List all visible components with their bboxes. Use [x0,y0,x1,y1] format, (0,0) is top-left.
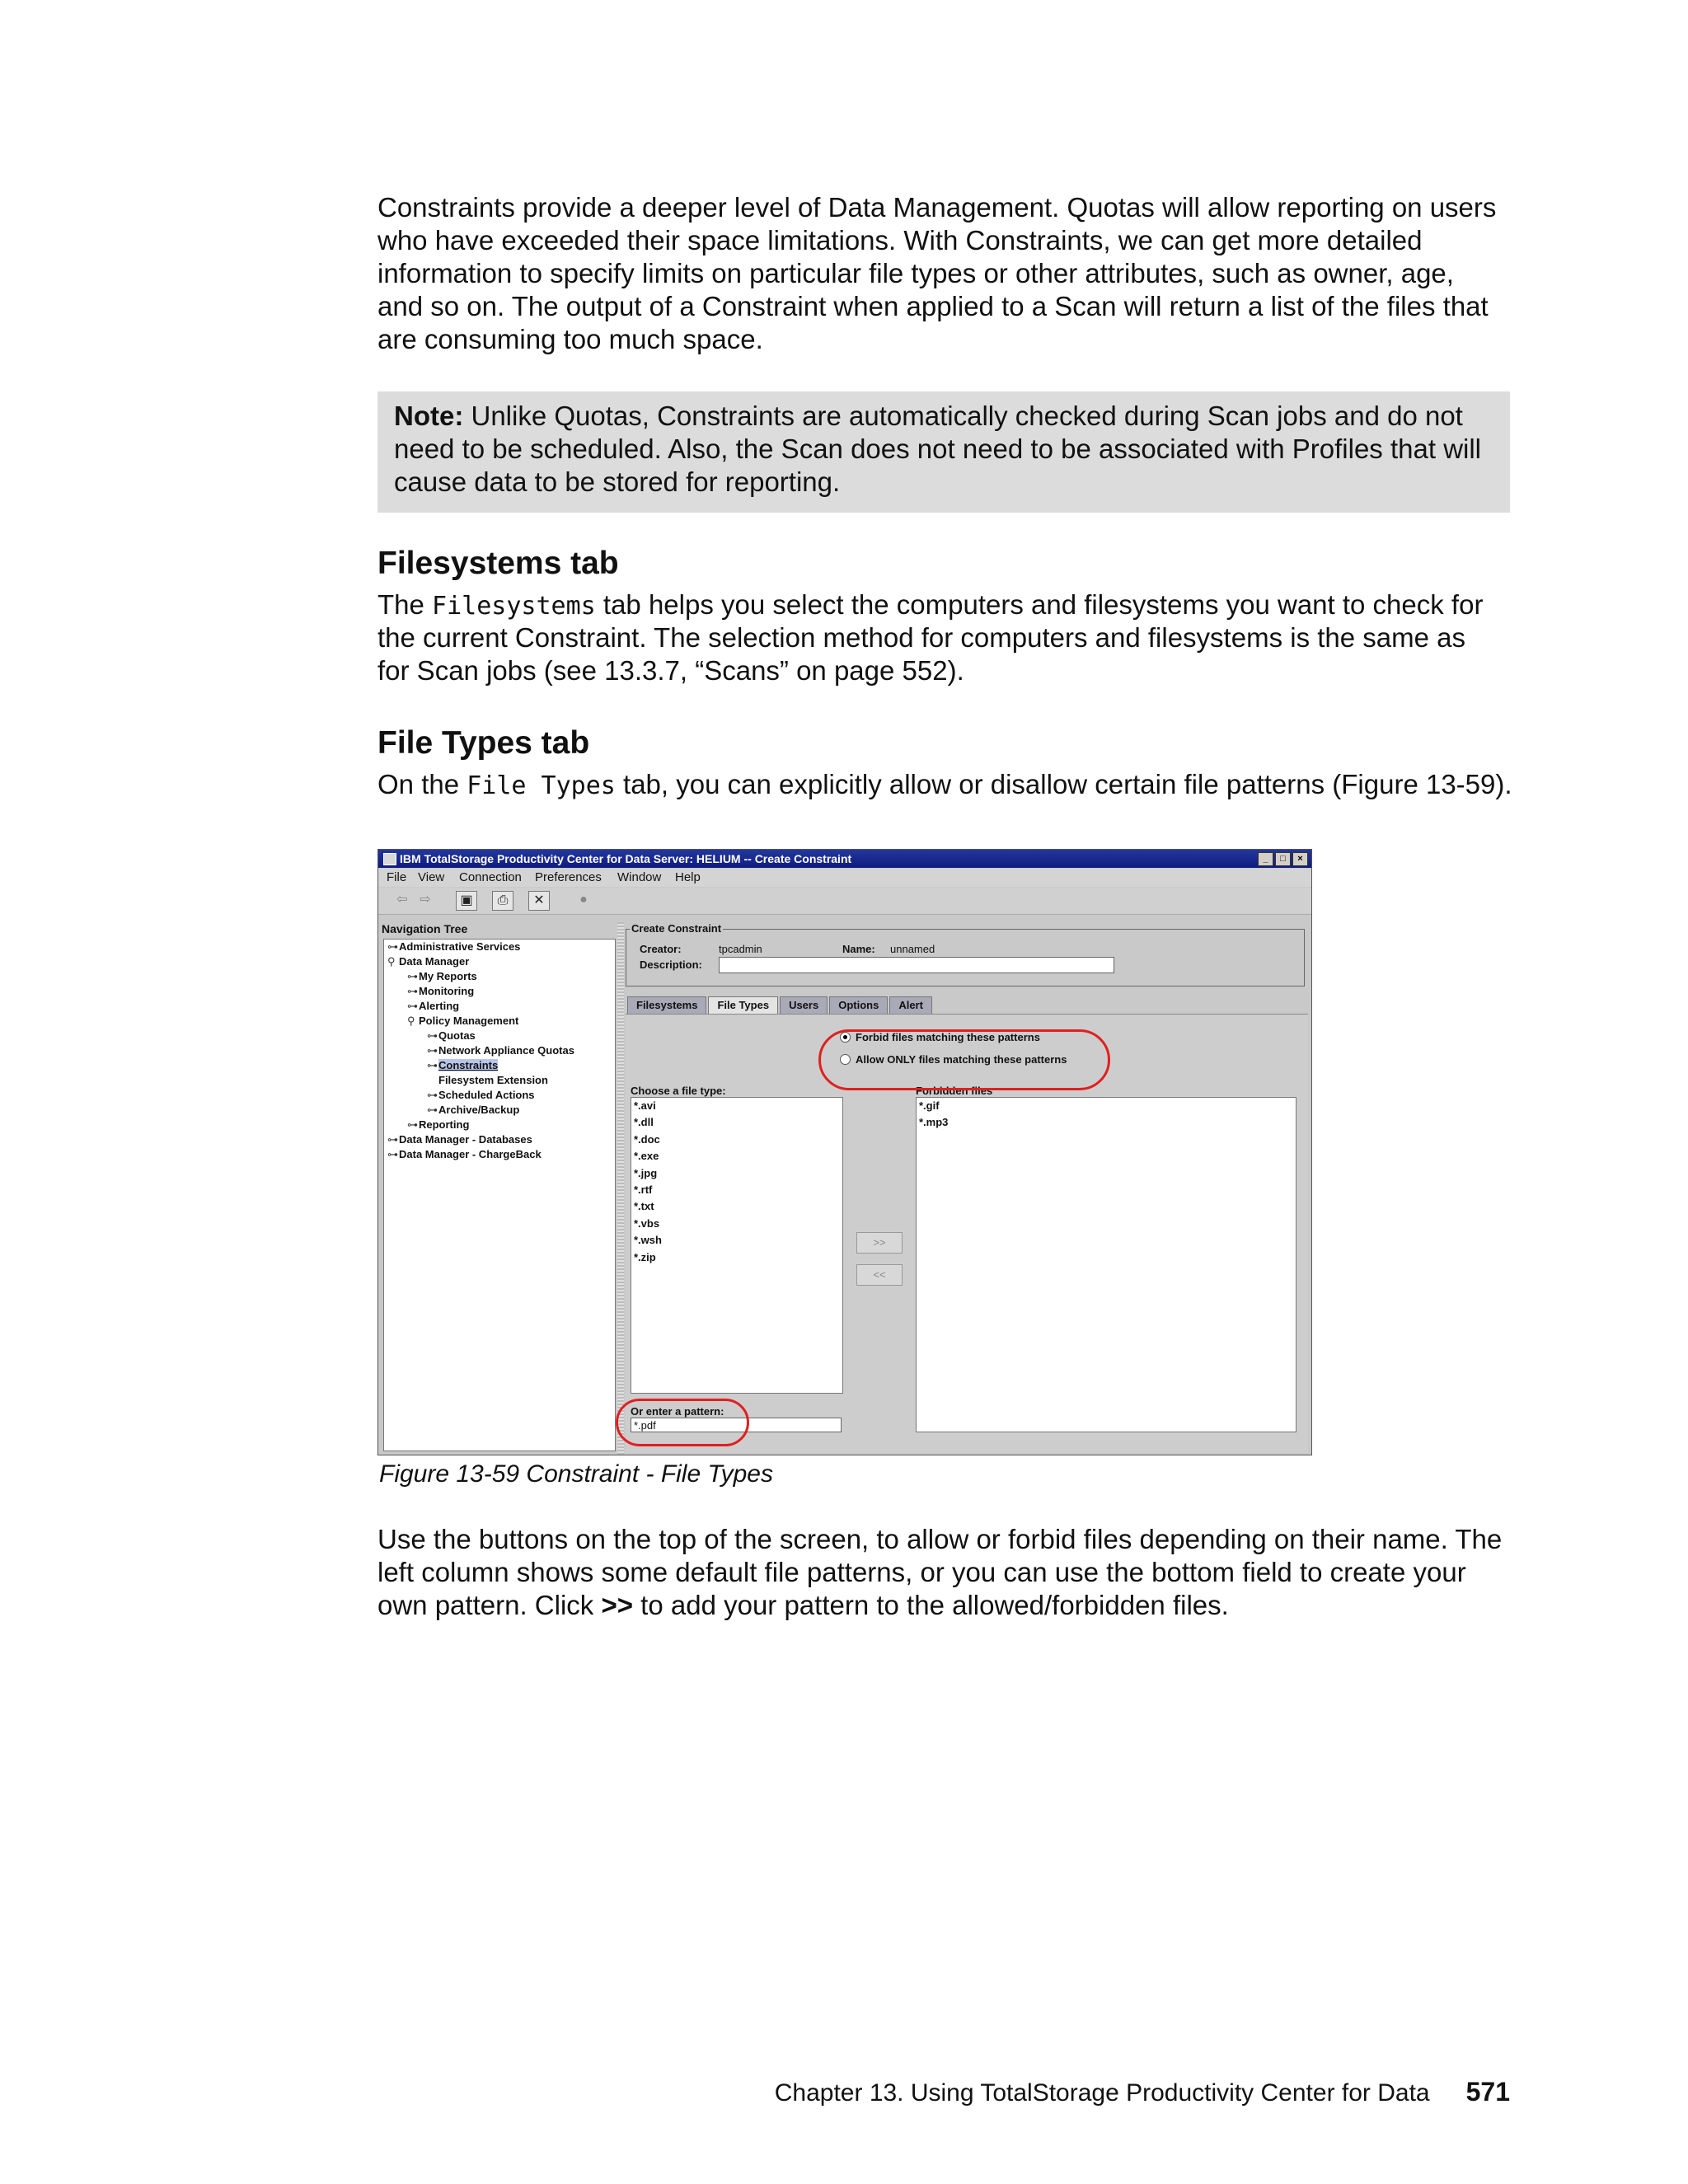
tree-item-label: Monitoring [419,985,475,997]
tree-item-label: Data Manager - Databases [399,1133,532,1146]
tree-node-key-icon: ⊶ [387,940,398,953]
tree-item[interactable] [407,1118,469,1132]
tree-node-key-icon: ⊶ [407,970,418,982]
close-button[interactable]: × [1292,852,1308,866]
tree-node-key-icon: ⊶ [387,1133,398,1146]
tree-item[interactable] [407,1015,518,1028]
highlight-ring-pattern [616,1399,749,1446]
tree-item[interactable] [387,1133,532,1146]
filesystems-text [377,588,1515,623]
navigation-tree [383,939,616,1451]
forward-arrow-icon[interactable]: ⇨ [420,893,431,907]
forbidden-files-label: Forbidden files [916,1085,993,1097]
window-titlebar [378,850,1311,868]
tab-options[interactable]: Options [829,996,888,1015]
delete-icon[interactable]: ✕ [528,891,550,911]
text-run: The [377,589,433,620]
tree-item[interactable] [407,970,477,983]
tree-node-key-icon: ⚲ [407,1015,415,1027]
text-run: tab helps you select the computers and filesystems you want to check for [595,589,1484,620]
window-title: IBM TotalStorage Productivity Center for Data Server: HELIUM -- Create Constraint [400,852,852,865]
tree-node-key-icon: ⊶ [427,1029,438,1042]
tree-node-key-icon: ⊶ [407,1118,418,1131]
list-item[interactable]: *.mp3 [919,1116,949,1129]
tree-item-label: Administrative Services [399,940,521,953]
tree-item-label: Reporting [419,1118,470,1131]
tab-strip [627,996,934,1015]
intro-line: are consuming too much space. [377,324,763,354]
intro-line: information to specify limits on particular file types or other attributes, such as owner, age, [377,258,1454,288]
text-run: tab, you can explicitly allow or disallow certain file patterns (Figure 13-59). [615,769,1512,799]
choose-file-type-label: Choose a file type: [631,1085,726,1097]
list-item[interactable]: *.jpg [634,1166,658,1179]
description-input[interactable] [719,957,1114,973]
after-line [377,1589,1515,1622]
list-item[interactable]: *.rtf [634,1183,653,1197]
tree-node-key-icon: ⊶ [387,1148,398,1160]
pattern-input[interactable]: *.pdf [631,1418,842,1432]
menu-file[interactable]: File [387,870,407,884]
file-type-list[interactable] [631,1097,843,1394]
list-item[interactable]: *.vbs [634,1216,660,1230]
tree-item[interactable] [427,1104,519,1117]
tree-node-key-icon: ⊶ [427,1044,438,1057]
intro-line: who have exceeded their space limitations. With Constraints, we can get more detailed [377,225,1423,255]
tree-item-label: My Reports [419,970,477,982]
toolbar [378,888,1311,915]
radio-label: Forbid files matching these patterns [856,1031,1040,1043]
description-label: Description: [640,958,702,971]
maximize-button[interactable]: □ [1275,852,1291,866]
tree-node-key-icon: ⊶ [427,1059,438,1071]
filesystems-text: the current Constraint. The selection method for computers and filesystems is the same as [377,622,1465,653]
creator-value: tpcadmin [719,943,762,955]
nav-tree-label: Navigation Tree [382,922,468,935]
text-run: to add your pattern to the allowed/forbidden files. [633,1590,1229,1620]
filesystems-text: for Scan jobs (see 13.3.7, “Scans” on page 552). [377,655,964,686]
figure-caption: Figure 13-59 Constraint - File Types [379,1460,773,1488]
print-icon[interactable]: ⎙ [492,891,513,911]
stop-icon[interactable]: ● [579,893,588,907]
tree-node-key-icon: ⊶ [427,1104,438,1116]
tab-alert[interactable]: Alert [889,996,932,1015]
tree-item[interactable] [427,1089,535,1102]
save-icon[interactable]: ▣ [456,891,477,911]
list-item[interactable]: *.wsh [634,1234,662,1247]
footer-chapter: Chapter 13. Using TotalStorage Productivity Center for Data [774,2079,1430,2107]
menu-preferences[interactable]: Preferences [535,870,602,884]
page-footer [742,2077,1510,2107]
tree-item-label: Alerting [419,1000,460,1012]
tree-item-label: Constraints [438,1059,499,1071]
menu-bar [378,869,1311,887]
note-text: cause data to be stored for reporting. [394,466,841,497]
list-item[interactable]: *.dll [634,1116,654,1129]
list-item[interactable]: *.txt [634,1200,654,1213]
tab-file-types[interactable]: File Types [708,996,778,1015]
tree-node-key-icon: ⊶ [407,985,418,997]
list-item[interactable]: *.zip [634,1250,656,1263]
page-number: 571 [1465,2077,1510,2107]
tab-users[interactable]: Users [780,996,828,1015]
add-pattern-button[interactable]: >> [856,1232,903,1254]
list-item[interactable]: *.gif [919,1099,940,1112]
list-item[interactable]: *.exe [634,1150,659,1163]
tree-item-label: Quotas [438,1029,476,1042]
tree-item-label: Archive/Backup [438,1104,520,1116]
filetypes-heading: File Types tab [377,725,590,761]
list-item[interactable]: *.avi [634,1099,656,1112]
app-icon [383,853,396,865]
note-text: Unlike Quotas, Constraints are automatically checked during Scan jobs and do not [463,401,1463,431]
tab-filesystems[interactable]: Filesystems [627,996,706,1015]
tree-node-key-icon: ⊶ [407,1000,418,1012]
tree-item-label: Filesystem Extension [438,1074,548,1086]
forbidden-files-list[interactable] [916,1097,1296,1432]
tree-item-label: Scheduled Actions [438,1089,535,1101]
tree-item-label: Policy Management [419,1015,519,1027]
after-line: Use the buttons on the top of the screen, to allow or forbid files depending on their name. The [377,1524,1503,1554]
tree-item-label: Data Manager [399,955,470,968]
tree-item[interactable] [387,1148,542,1161]
text-bold: >> [601,1590,633,1620]
tree-node-key-icon: ⊶ [427,1089,438,1101]
tree-item[interactable] [427,1029,476,1043]
tree-item[interactable] [427,1044,574,1057]
text-run: On the [377,769,467,799]
split-pane-divider[interactable] [617,922,624,1455]
intro-line: and so on. The output of a Constraint when applied to a Scan will return a list of the files that [377,291,1489,321]
create-constraint-group [626,922,1305,987]
menu-connection[interactable]: Connection [459,870,522,884]
tree-node-key-icon: ⚲ [387,955,396,968]
note-label: Note: [394,401,464,431]
tree-item-label: Network Appliance Quotas [438,1044,574,1057]
code-filetypes: File Types [467,771,616,800]
name-label: Name: [842,943,875,955]
back-arrow-icon[interactable]: ⇦ [396,893,408,907]
radio-label: Allow ONLY files matching these patterns [856,1053,1067,1066]
tree-item[interactable] [427,1059,498,1072]
code-filesystems: Filesystems [432,592,596,621]
note-box [377,391,1510,513]
after-line: left column shows some default file patterns, or you can use the bottom field to create your [377,1557,1466,1587]
group-label: Create Constraint [631,922,722,935]
tree-item[interactable] [387,955,469,968]
tree-item-label: Data Manager - ChargeBack [399,1148,542,1160]
menu-help[interactable]: Help [675,870,701,884]
tree-item[interactable] [427,1074,548,1086]
menu-view[interactable]: View [418,870,445,884]
intro-line: Constraints provide a deeper level of Data Management. Quotas will allow reporting on users [377,192,1497,223]
creator-label: Creator: [640,943,682,955]
filesystems-heading: Filesystems tab [377,546,619,581]
minimize-button[interactable]: _ [1258,852,1273,866]
highlight-ring-radios [818,1029,1110,1090]
menu-window[interactable]: Window [617,870,662,884]
remove-pattern-button[interactable]: << [856,1264,903,1286]
name-value: unnamed [890,943,935,955]
tree-item[interactable] [407,985,474,998]
filetypes-text [377,768,1515,803]
list-item[interactable]: *.doc [634,1132,660,1146]
pattern-label: Or enter a pattern: [631,1405,724,1418]
tree-item[interactable] [387,940,520,954]
create-constraint-window [377,849,1312,1455]
text-run: own pattern. Click [377,1590,602,1620]
note-text: need to be scheduled. Also, the Scan does not need to be associated with Profiles that will [394,434,1482,464]
tree-item[interactable] [407,1000,459,1013]
